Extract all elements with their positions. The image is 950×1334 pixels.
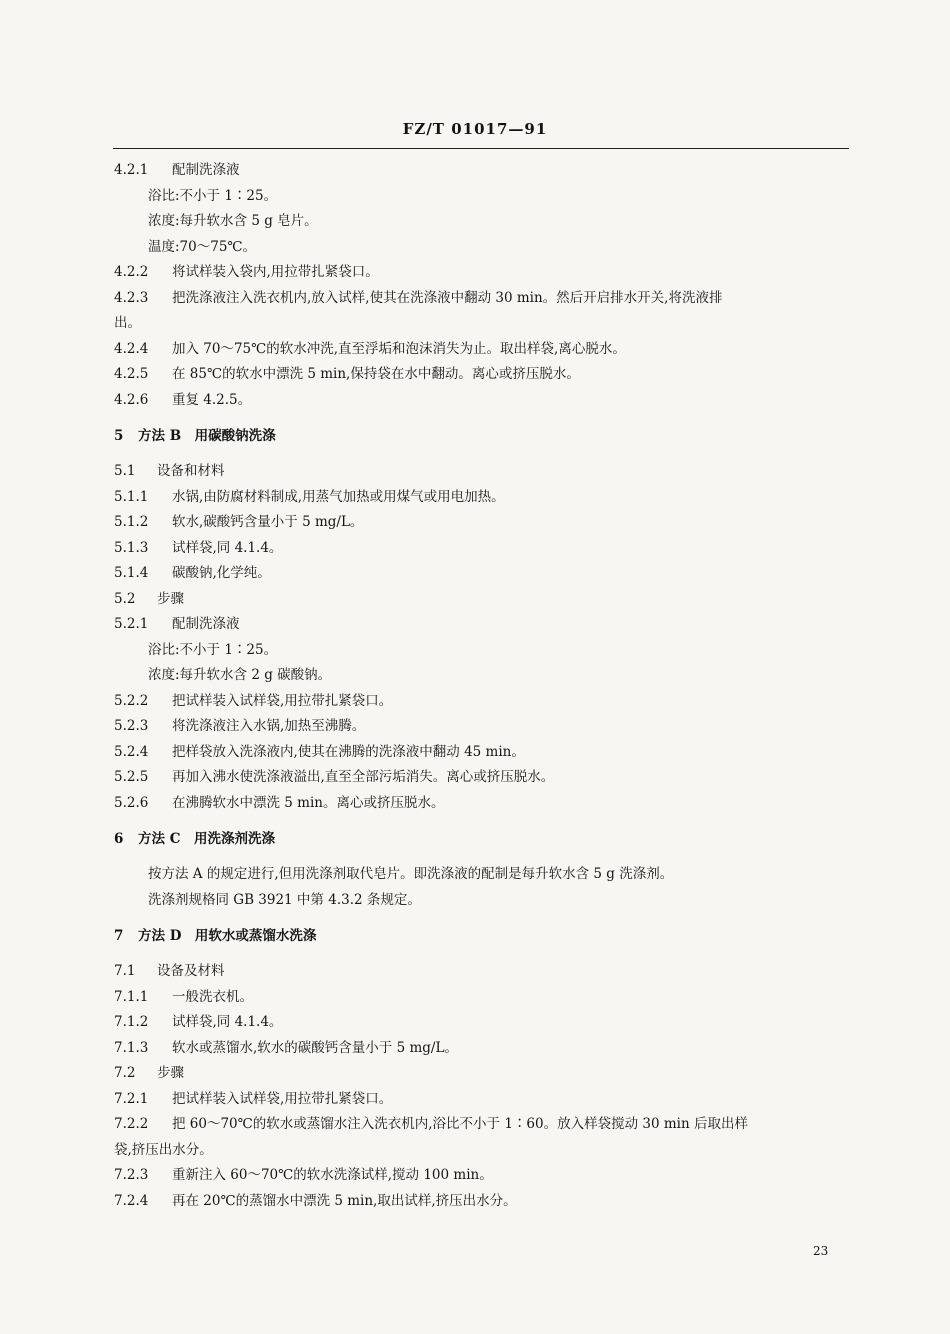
clause-text: 步骤 bbox=[157, 1065, 184, 1081]
clause-number: 5.2.2 bbox=[114, 692, 149, 709]
clause-text: 设备及材料 bbox=[157, 963, 225, 979]
clause-5-2-1 bbox=[114, 612, 850, 638]
clause-4-2-1 bbox=[114, 158, 850, 184]
clause-5-1-1 bbox=[114, 485, 850, 511]
clause-text: 一般洗衣机。 bbox=[172, 988, 253, 1005]
clause-line: 浴比:不小于 1∶25。 bbox=[148, 187, 278, 204]
clause-number: 4.2.3 bbox=[114, 289, 149, 306]
section-number: 5 bbox=[114, 428, 124, 444]
clause-text: 试样袋,同 4.1.4。 bbox=[172, 539, 283, 556]
section-title: 方法 C 用洗涤剂洗涤 bbox=[138, 831, 275, 847]
clause-text: 配制洗涤液 bbox=[172, 616, 240, 632]
clause-7-2-3 bbox=[114, 1163, 850, 1189]
section-number: 6 bbox=[114, 831, 124, 847]
clause-number: 7.1 bbox=[114, 963, 136, 979]
clause-number: 7.2.1 bbox=[114, 1090, 149, 1107]
clause-7-2-4 bbox=[114, 1189, 850, 1215]
clause-number: 7.1.1 bbox=[114, 988, 149, 1005]
clause-7-1 bbox=[114, 959, 850, 985]
clause-number: 4.2.4 bbox=[114, 340, 149, 357]
clause-line: 浓度:每升软水含 5 g 皂片。 bbox=[148, 213, 318, 229]
clause-number: 5.2.4 bbox=[114, 743, 149, 760]
clause-text: 重复 4.2.5。 bbox=[172, 391, 252, 408]
clause-4-2-4 bbox=[114, 337, 850, 363]
clause-4-2-3 bbox=[114, 286, 850, 312]
clause-text: 把洗涤液注入洗衣机内,放入试样,使其在洗涤液中翻动 30 min。然后开启排水开关,将洗液排 bbox=[172, 289, 723, 306]
clause-continuation: 袋,挤压出水分。 bbox=[114, 1141, 213, 1158]
clause-text: 软水或蒸馏水,软水的碳酸钙含量小于 5 mg/L。 bbox=[172, 1039, 458, 1056]
clause-4-2-2 bbox=[114, 260, 850, 286]
clause-number: 5.1 bbox=[114, 463, 136, 479]
clause-text: 重新注入 60～70℃的软水洗涤试样,搅动 100 min。 bbox=[172, 1167, 493, 1183]
section-5-heading bbox=[114, 423, 850, 449]
clause-number: 5.1.2 bbox=[114, 514, 149, 530]
clause-text: 水锅,由防腐材料制成,用蒸气加热或用煤气或用电加热。 bbox=[172, 488, 505, 505]
clause-7-1-1 bbox=[114, 985, 850, 1011]
clause-text: 把试样装入试样袋,用拉带扎紧袋口。 bbox=[172, 692, 393, 709]
clause-number: 7.1.3 bbox=[114, 1039, 149, 1056]
clause-text: 加入 70～75℃的软水冲洗,直至浮垢和泡沫消失为止。取出样袋,离心脱水。 bbox=[172, 340, 626, 357]
clause-line: 温度:70～75℃。 bbox=[148, 238, 257, 255]
clause-5-1-4 bbox=[114, 561, 850, 587]
clause-5-2-4 bbox=[114, 740, 850, 766]
clause-number: 7.1.2 bbox=[114, 1014, 149, 1030]
clause-number: 5.1.4 bbox=[114, 565, 149, 581]
clause-text: 软水,碳酸钙含量小于 5 mg/L。 bbox=[172, 514, 364, 530]
page-body bbox=[114, 158, 850, 1214]
clause-number: 5.1.1 bbox=[114, 488, 149, 505]
clause-text: 把样袋放入洗涤液内,使其在沸腾的洗涤液中翻动 45 min。 bbox=[172, 743, 525, 760]
clause-7-1-3 bbox=[114, 1036, 850, 1062]
section-title: 方法 B 用碳酸钠洗涤 bbox=[138, 428, 276, 444]
clause-7-2-2 bbox=[114, 1112, 850, 1138]
clause-text: 试样袋,同 4.1.4。 bbox=[172, 1014, 283, 1030]
section-title: 方法 D 用软水或蒸馏水洗涤 bbox=[138, 928, 317, 944]
clause-4-2-5 bbox=[114, 362, 850, 388]
page-number: 23 bbox=[813, 1244, 829, 1258]
clause-text: 将洗涤液注入水锅,加热至沸腾。 bbox=[172, 718, 366, 734]
paragraph-line: 按方法 A 的规定进行,但用洗涤剂取代皂片。即洗涤液的配制是每升软水含 5 g 洗涤剂。 bbox=[148, 866, 674, 882]
clause-number: 5.2.5 bbox=[114, 769, 149, 785]
clause-number: 7.2.3 bbox=[114, 1167, 149, 1183]
clause-line: 浴比:不小于 1∶25。 bbox=[148, 641, 278, 658]
clause-5-1-3 bbox=[114, 536, 850, 562]
clause-7-1-2 bbox=[114, 1010, 850, 1036]
clause-5-2-3 bbox=[114, 714, 850, 740]
clause-4-2-6 bbox=[114, 388, 850, 414]
clause-line: 浓度:每升软水含 2 g 碳酸钠。 bbox=[148, 667, 332, 683]
clause-text: 将试样装入袋内,用拉带扎紧袋口。 bbox=[172, 264, 379, 280]
section-7-heading bbox=[114, 923, 850, 949]
clause-number: 7.2.4 bbox=[114, 1192, 149, 1209]
clause-continuation: 出。 bbox=[114, 315, 141, 331]
clause-5-2 bbox=[114, 587, 850, 613]
clause-number: 4.2.1 bbox=[114, 162, 149, 178]
clause-7-2-1 bbox=[114, 1087, 850, 1113]
clause-text: 配制洗涤液 bbox=[172, 162, 240, 178]
clause-5-2-6 bbox=[114, 791, 850, 817]
clause-number: 7.2.2 bbox=[114, 1116, 149, 1132]
clause-number: 7.2 bbox=[114, 1065, 136, 1081]
section-6-heading bbox=[114, 826, 850, 852]
clause-number: 5.1.3 bbox=[114, 539, 149, 556]
paragraph-line: 洗涤剂规格同 GB 3921 中第 4.3.2 条规定。 bbox=[148, 891, 421, 908]
clause-7-2 bbox=[114, 1061, 850, 1087]
clause-number: 5.2 bbox=[114, 590, 136, 607]
clause-text: 把试样装入试样袋,用拉带扎紧袋口。 bbox=[172, 1090, 393, 1107]
clause-number: 5.2.3 bbox=[114, 718, 149, 734]
clause-5-1 bbox=[114, 459, 850, 485]
clause-number: 5.2.1 bbox=[114, 616, 149, 632]
clause-number: 4.2.5 bbox=[114, 366, 149, 382]
section-number: 7 bbox=[114, 928, 124, 944]
clause-5-2-5 bbox=[114, 765, 850, 791]
header-rule bbox=[113, 148, 849, 149]
clause-text: 碳酸钠,化学纯。 bbox=[172, 565, 271, 581]
standard-header: FZ/T 01017—91 bbox=[402, 120, 548, 138]
clause-text: 在 85℃的软水中漂洗 5 min,保持袋在水中翻动。离心或挤压脱水。 bbox=[172, 366, 580, 382]
clause-5-1-2 bbox=[114, 510, 850, 536]
clause-text: 步骤 bbox=[157, 590, 184, 607]
clause-5-2-2 bbox=[114, 689, 850, 715]
clause-text: 把 60～70℃的软水或蒸馏水注入洗衣机内,浴比不小于 1∶60。放入样袋搅动 30 min 后取出样 bbox=[172, 1116, 748, 1132]
clause-text: 设备和材料 bbox=[157, 463, 225, 479]
clause-text: 再在 20℃的蒸馏水中漂洗 5 min,取出试样,挤压出水分。 bbox=[172, 1192, 517, 1209]
clause-number: 5.2.6 bbox=[114, 794, 149, 811]
clause-number: 4.2.6 bbox=[114, 391, 149, 408]
clause-text: 在沸腾软水中漂洗 5 min。离心或挤压脱水。 bbox=[172, 794, 445, 811]
clause-number: 4.2.2 bbox=[114, 264, 149, 280]
clause-text: 再加入沸水使洗涤液溢出,直至全部污垢消失。离心或挤压脱水。 bbox=[172, 769, 555, 785]
